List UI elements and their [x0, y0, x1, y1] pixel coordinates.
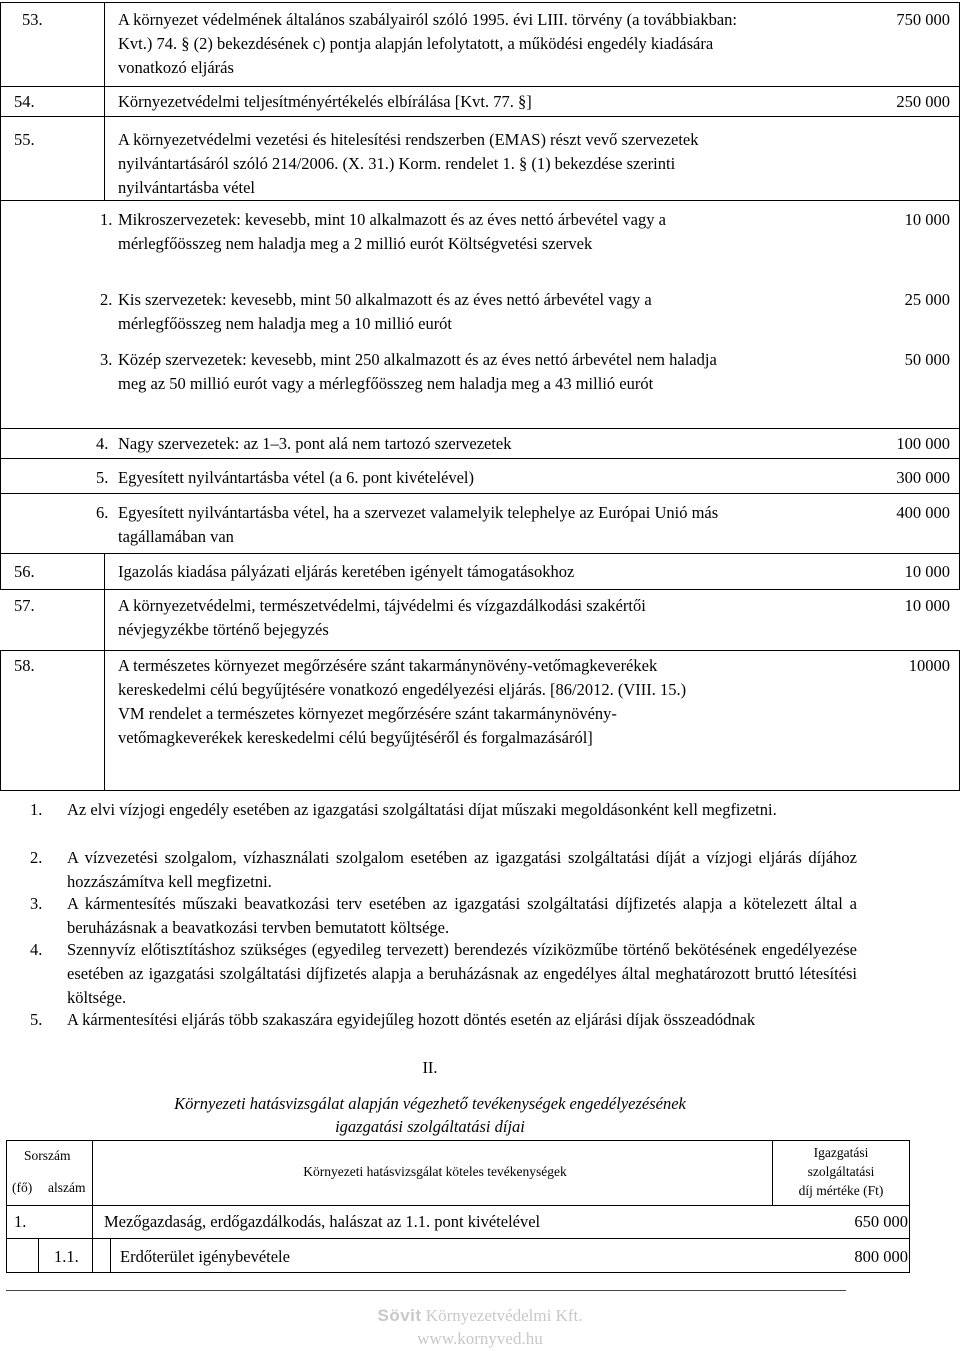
row-57-fee: 10 000: [904, 596, 950, 615]
row-55-1-text: Mikroszervezetek: kevesebb, mint 10 alkalmazott és az éves nettó árbevétel vagy a mérlegfőösszeg nem haladja meg a 2 millió eurót Költségvetési szervek: [118, 210, 666, 253]
row-58-text: A természetes környezet megőrzésére szánt takarmánynövény-vetőmagkeverékek kereskedelmi célú begyűjtésére vonatkozó engedélyezési eljárás. [86/2012. (VIII. 15.) VM rendelet a természetes környezet megőrzésére szánt takarmánynövény-vetőmagkeverékek kereskedelmi célú begyűjtéséről és forgalmazásáról]: [118, 656, 687, 747]
table2-row-1-1-text: Erdőterület igénybevétele: [120, 1247, 290, 1266]
note-number: 2.: [30, 848, 43, 867]
header-fee-line3: díj mértéke (Ft): [798, 1183, 884, 1198]
row-55-2-fee: 25 000: [904, 290, 950, 309]
row-53-fee: 750 000: [896, 10, 950, 29]
table2-row-1-fee: 650 000: [854, 1212, 908, 1231]
footer-company-line: [0, 1305, 960, 1327]
row-55-6-number: 6.: [96, 503, 109, 522]
row-57-number: 57.: [14, 596, 35, 615]
row-55-5-text: Egyesített nyilvántartásba vétel (a 6. pont kivételével): [118, 468, 474, 487]
row-55-4-fee: 100 000: [896, 434, 950, 453]
header-alszam: alszám: [48, 1180, 86, 1195]
note-number: 5.: [30, 1010, 43, 1029]
row-53-number: 53.: [22, 10, 43, 29]
row-55-4-number: 4.: [96, 434, 109, 453]
row-55-4-text: Nagy szervezetek: az 1–3. pont alá nem tartozó szervezetek: [118, 434, 512, 453]
note-item: [15, 938, 855, 1010]
row-56-number: 56.: [14, 562, 35, 581]
row-56-text: Igazolás kiadása pályázati eljárás keretében igényelt támogatásokhoz: [118, 562, 575, 581]
note-item: [15, 798, 855, 846]
note-text: Az elvi vízjogi engedély esetében az igazgatási szolgáltatási díjat műszaki megoldásonként kell megfizetni.: [67, 800, 777, 819]
note-number: 3.: [30, 894, 43, 913]
row-55-6-fee: 400 000: [896, 503, 950, 522]
row-58-fee: 10000: [908, 656, 950, 675]
row-58-number: 58.: [14, 656, 35, 675]
header-fee-line2: szolgáltatási: [807, 1164, 875, 1179]
footer-brand: Sövit: [377, 1306, 422, 1325]
footer-url[interactable]: www.kornyved.hu: [417, 1329, 543, 1348]
row-55-3-fee: 50 000: [904, 350, 950, 369]
row-55-number: 55.: [14, 130, 35, 149]
note-number: 4.: [30, 940, 43, 959]
section-title-line1: Környezeti hatásvizsgálat alapján végezhető tevékenységek engedélyezésének: [174, 1094, 686, 1113]
table2-row-1-1-number: 1.1.: [54, 1247, 79, 1266]
row-54-text: Környezetvédelmi teljesítményértékelés elbírálása [Kvt. 77. §]: [118, 92, 532, 111]
note-item: [15, 892, 855, 940]
row-55-6-text: Egyesített nyilvántartásba vétel, ha a szervezet valamelyik telephelye az Európai Unió más tagállamában van: [118, 503, 719, 546]
section-title-line2: igazgatási szolgáltatási díjai: [335, 1117, 525, 1136]
row-53-text: A környezet védelmének általános szabályairól szóló 1995. évi LIII. törvény (a továbbiakban: Kvt.) 74. § (2) bekezdésének c) pontja alapján lefolytatott, a működési engedély kiadására vonatkozó eljárás: [118, 10, 737, 77]
row-55-text: A környezetvédelmi vezetési és hitelesítési rendszerben (EMAS) részt vevő szervezetek nyilvántartásáról szóló 214/2006. (X. 31.) Korm. rendelet 1. § (1) bekezdése szerinti nyilvántartásba vétel: [118, 130, 699, 197]
note-text: Szennyvíz előtisztításhoz szükséges (egyedileg tervezett) berendezés víziközműbe történő bekötésének engedélyezése esetében az igazgatási szolgáltatási díjfizetés alapja a beruházásnak az engedélyes által meghatározott bruttó létesítési költsége.: [67, 940, 857, 1007]
row-57-text: A környezetvédelmi, természetvédelmi, tájvédelmi és vízgazdálkodási szakértői névjegyzékbe történő bejegyzés: [118, 596, 646, 639]
row-55-2-text: Kis szervezetek: kevesebb, mint 50 alkalmazott és az éves nettó árbevétel vagy a mérlegfőösszeg nem haladja meg a 10 millió eurót: [118, 290, 652, 333]
table2-row-1-1-fee: 800 000: [854, 1247, 908, 1266]
row-55-5-number: 5.: [96, 468, 109, 487]
header-activity: Környezeti hatásvizsgálat köteles tevékenységek: [303, 1164, 567, 1179]
note-text: A kármentesítési eljárás több szakaszára egyidejűleg hozott döntés esetén az eljárási díjak összeadódnak: [67, 1010, 756, 1029]
note-item: [15, 1008, 855, 1056]
note-text: A kármentesítés műszaki beavatkozási terv esetében az igazgatási szolgáltatási díjfizetés alapja a kötelezett által a beruházásnak a beavatkozási tervben bemutatott költsége.: [67, 894, 857, 937]
row-55-2-number: 2.: [100, 290, 113, 309]
row-55-3-text: Közép szervezetek: kevesebb, mint 250 alkalmazott és az éves nettó árbevétel nem haladja meg az 50 millió eurót vagy a mérlegfőösszeg nem haladja meg a 43 millió eurót: [118, 350, 717, 393]
table2-row-1-number: 1.: [14, 1212, 27, 1231]
row-55-3-number: 3.: [100, 350, 113, 369]
section-roman-numeral: II.: [422, 1058, 438, 1077]
row-56-fee: 10 000: [904, 562, 950, 581]
note-item: [15, 846, 855, 894]
header-fee-line1: Igazgatási: [813, 1145, 869, 1160]
row-54-fee: 250 000: [896, 92, 950, 111]
header-fo: (fő): [12, 1180, 33, 1195]
note-text: A vízvezetési szolgalom, vízhasználati szolgalom esetében az igazgatási szolgáltatási díját a vízjogi eljárás díjához hozzászámítva kell megfizetni.: [67, 848, 857, 891]
footer-rule: [6, 1290, 846, 1291]
footer-company: Környezetvédelmi Kft.: [425, 1306, 583, 1325]
row-54-number: 54.: [14, 92, 35, 111]
note-number: 1.: [30, 800, 43, 819]
table2-row-1-text: Mezőgazdaság, erdőgazdálkodás, halászat az 1.1. pont kivételével: [104, 1212, 541, 1231]
header-sorszam: Sorszám: [24, 1148, 71, 1163]
row-55-1-number: 1.: [100, 210, 113, 229]
row-55-5-fee: 300 000: [896, 468, 950, 487]
row-55-1-fee: 10 000: [904, 210, 950, 229]
